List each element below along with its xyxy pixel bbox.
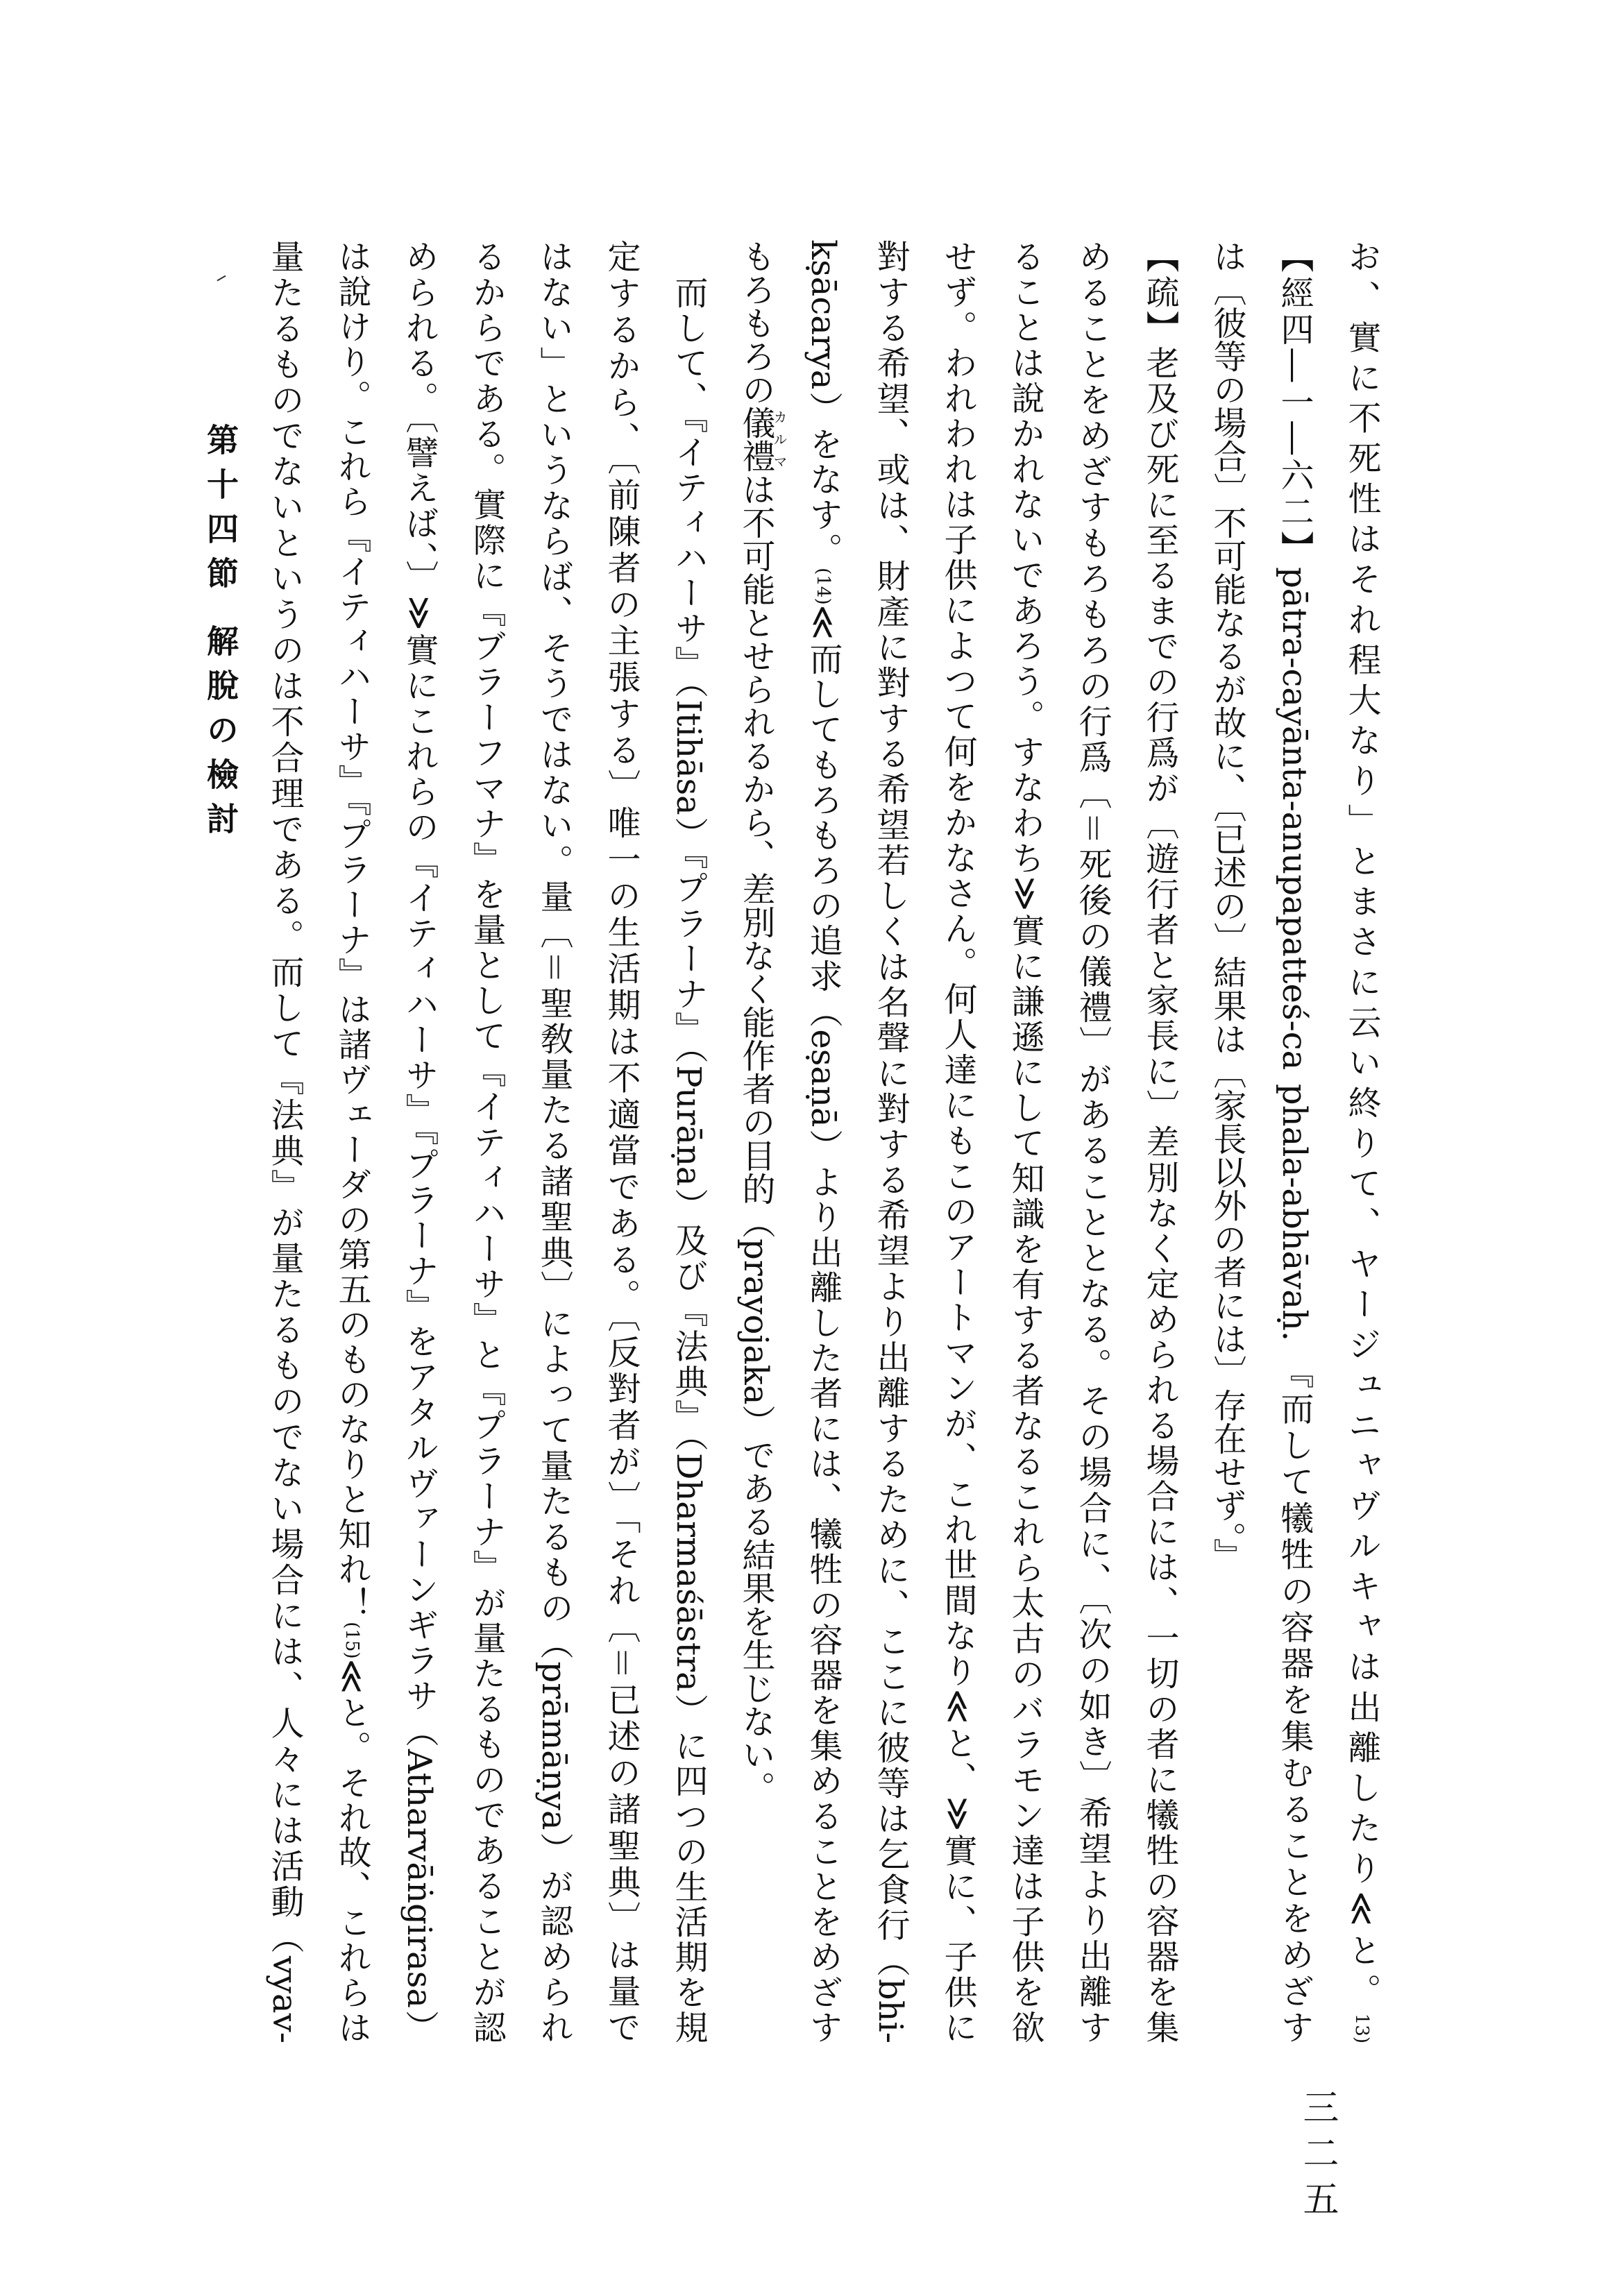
footnote-reference: (14): [813, 568, 834, 605]
page-number: 三二五: [1296, 2089, 1338, 2226]
text-column: [251, 239, 318, 2043]
text-segment: お、實に不死性はそれ程大なり」とまさに云い終りて、ヤージュニャヴルキャは出離したり≪と。: [1342, 239, 1381, 2014]
text-column: [1328, 239, 1395, 2043]
text-segment: ≪と。それ故、これらは: [332, 1658, 371, 2044]
text-segment: せず。われわれは子供によつて何をかなさん。何人達にもこのアートマンが、これ世間なり≪と、≫實に、子供に: [938, 239, 977, 2043]
ruby-annotation: [736, 406, 788, 473]
margin-mark: [217, 275, 226, 282]
text-segment: kṣācarya）をなす。: [804, 239, 843, 568]
text-segment: は不可能とせられるから、差別なく能作者の目的（prayojaka）である結果を生じない。: [736, 473, 775, 1805]
footnote-reference: (15): [341, 1622, 362, 1659]
text-column: [1058, 239, 1126, 2043]
text-column: [991, 239, 1058, 2043]
text-segment: めることをめざすもろもろの行爲〔＝死後の儀禮〕があることとなる。その場合に、〔次の如き〕希望より出離す: [1073, 239, 1112, 2044]
text-segment: るからである。實際に『ブラーフマナ』を量として『イティハーサ』と『プラーナ』が量たるものであることが認: [467, 239, 506, 2043]
text-column: [1193, 239, 1260, 2043]
text-segment: 對する希望、或は、財產に對する希望若しくは名聲に對する希望より出離するために、ここに彼等は乞食行（bhi-: [871, 239, 910, 2043]
text-column: [924, 239, 991, 2043]
text-segment: もろもろの: [736, 239, 775, 406]
text-segment: められる。〔譬えば、〕≫實にこれらの『イティハーサ』『プラーナ』をアタルヴァーンギラサ（Atharvāṅgirasa）: [400, 239, 439, 2043]
text-segment: ることは說かれないであろう。すなわち≫實に謙遜にして知識を有する者なるこれら太古のバラモン達は子供を欲: [1006, 239, 1044, 2044]
text-segment: 量たるものでないというのは不合理である。而して『法典』が量たるものでない場合には、人々には活動（vyav-: [265, 239, 304, 2043]
text-segment: 【疏】老及び死に至るまでの行爲が〔遊行者と家長に〕差別なく定められる場合には、一切の者に犧牲の容器を集: [1140, 239, 1179, 2044]
text-column: [1260, 239, 1328, 2043]
text-segment: 【經四―一―六二】pātra-cayānta-anupapatteś-ca phala-abhāvaḥ. 『而して犧牲の容器を集むることをめざす: [1275, 239, 1314, 2043]
running-header-section-title: 第十四節 解脫の檢討: [202, 423, 239, 847]
text-column: [452, 239, 520, 2043]
text-column: [722, 239, 789, 2043]
text-column: [789, 239, 856, 2043]
text-column: [654, 239, 722, 2043]
text-column: [318, 239, 385, 2043]
text-column: [520, 239, 587, 2043]
ruby-text: カルマ: [771, 406, 788, 473]
text-column: [587, 239, 654, 2043]
text-segment: は〔彼等の場合〕不可能なるが故に、〔已述の〕結果は〔家長以外の者には〕存在せず。』: [1208, 239, 1246, 1572]
text-segment: 而して、『イティハーサ』（Itihāsa）『プラーナ』（Purāṇa）及び『法典』（Dharmaśāstra）に四つの生活期を規: [669, 275, 708, 2044]
text-column: [856, 239, 924, 2043]
text-segment: は說けり。これら『イティハーサ』『プラーナ』は諸ヴェーダの第五のものなりと知れ！: [332, 239, 371, 1622]
text-column: [385, 239, 452, 2043]
text-column: [1126, 239, 1193, 2043]
text-segment: ≪而してもろもろの追求（eṣaṇā）より出離した者には、犧牲の容器を集めることをめざす: [804, 604, 843, 2044]
footnote-reference: 13): [1351, 2013, 1372, 2043]
text-segment: はない」というならば、そうではない。量〔＝聖敎量たる諸聖典〕によって量たるもの（prāmāṇya）が認められ: [534, 239, 573, 2043]
text-segment: 定するから、〔前陳者の主張する〕唯一の生活期は不適當である。〔反對者が〕「それ〔＝已述の諸聖典〕は量で: [602, 239, 641, 2043]
body-text: [251, 239, 1395, 2043]
ruby-base: 儀禮: [736, 406, 775, 473]
